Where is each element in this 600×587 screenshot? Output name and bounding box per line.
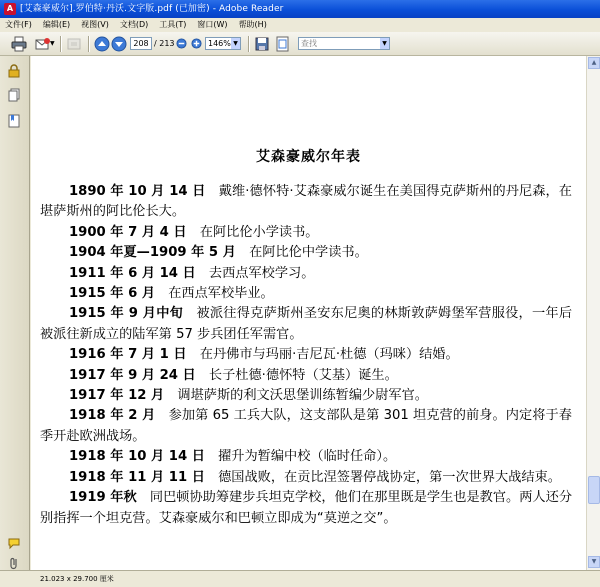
scroll-up-icon[interactable]: ▲ — [588, 57, 600, 69]
toolbar — [0, 32, 600, 56]
window-titlebar — [0, 0, 600, 18]
status-bar — [0, 570, 600, 587]
entry-date: 1918 年 2 月 — [69, 408, 156, 424]
entry-text: 去西点军校学习。 — [195, 265, 315, 281]
menu-bar — [0, 18, 600, 32]
prev-page-icon[interactable] — [94, 36, 110, 52]
entry-text: 长子杜德·德怀特（艾基）诞生。 — [195, 367, 398, 383]
entry-text: 在阿比伦中学读书。 — [235, 245, 368, 261]
entry-text: 同巴顿协助筹建步兵坦克学校，他们在那里既是学生也是教官。两人还分别指挥一个坦克营。艾森豪威尔和巴顿立即成为“莫逆之交”。 — [40, 490, 573, 526]
menu-window[interactable]: 窗口(W) — [197, 20, 228, 29]
entry-date: 1911 年 6 月 14 日 — [69, 265, 196, 281]
save-icon[interactable] — [254, 36, 270, 52]
entry-date: 1904 年夏—1909 年 5 月 — [69, 245, 236, 261]
chevron-down-icon[interactable]: ▼ — [231, 38, 240, 49]
vertical-scrollbar[interactable] — [586, 56, 600, 570]
entry-text: 被派往得克萨斯州圣安东尼奥的林斯敦萨姆堡军营服役，一年后被派往新成立的陆军第 57 步兵团任军需官。 — [40, 306, 573, 342]
entry-date: 1917 年 9 月 24 日 — [69, 367, 196, 383]
zoom-value: 146% — [208, 39, 231, 48]
list-item — [40, 488, 572, 529]
navigation-panel — [0, 56, 30, 570]
toolbar-separator — [88, 36, 89, 52]
zoom-select[interactable] — [205, 37, 241, 50]
menu-edit[interactable]: 编辑(E) — [42, 20, 71, 29]
printer-icon[interactable] — [11, 36, 27, 52]
list-item — [40, 447, 572, 467]
entry-text: 戴维·德怀特·艾森豪威尔诞生在美国得克萨斯州的丹尼森，在堪萨斯州的阿比伦长大。 — [40, 184, 572, 220]
toolbar-separator — [248, 36, 249, 52]
list-item — [40, 264, 572, 284]
bookmarks-icon[interactable] — [8, 114, 20, 128]
entry-date: 1918 年 11 月 11 日 — [69, 469, 205, 485]
window-title: [艾森豪威尔].罗伯特·丹沃.文字版.pdf (已加密) - Adobe Reader — [20, 4, 284, 14]
chevron-down-icon[interactable]: ▼ — [380, 38, 389, 49]
lock-icon[interactable] — [8, 64, 20, 78]
entry-date: 1915 年 9 月中旬 — [69, 306, 184, 322]
list-item — [40, 223, 572, 243]
list-item — [40, 366, 572, 386]
entry-date: 1916 年 7 月 1 日 — [69, 347, 187, 363]
email-icon[interactable] — [35, 36, 51, 52]
page-total: / 213 — [154, 39, 175, 48]
scroll-down-icon[interactable]: ▼ — [588, 556, 600, 568]
list-item — [40, 243, 572, 263]
document-view[interactable] — [31, 56, 586, 570]
entry-text: 德国战败，在贡比涅签署停战协定，第一次世界大战结束。 — [204, 469, 561, 485]
page-size-readout: 21.023 x 29.700 厘米 — [40, 575, 114, 583]
list-item — [40, 284, 572, 304]
menu-view[interactable]: 视图(V) — [81, 20, 109, 29]
page-number-input[interactable]: 208 — [130, 37, 152, 50]
entry-date: 1890 年 10 月 14 日 — [69, 184, 206, 199]
menu-document[interactable]: 文档(D) — [119, 20, 149, 29]
entry-date: 1900 年 7 月 4 日 — [69, 224, 187, 240]
entry-text: 在阿比伦小学读书。 — [186, 224, 319, 240]
list-item — [40, 386, 572, 406]
list-item — [40, 182, 572, 223]
page-title: 艾森豪威尔年表 — [256, 149, 361, 165]
pages-icon[interactable] — [8, 88, 20, 102]
menu-tools[interactable]: 工具(T) — [159, 20, 187, 29]
menu-help[interactable]: 帮助(H) — [238, 20, 267, 29]
entry-date: 1919 年秋 — [69, 490, 137, 506]
adobe-reader-icon: A — [4, 3, 16, 15]
next-page-icon[interactable] — [111, 36, 127, 52]
zoom-out-icon[interactable] — [176, 38, 187, 49]
fit-page-icon[interactable] — [275, 36, 291, 52]
comment-icon[interactable] — [8, 536, 20, 550]
entry-text: 擢升为暂编中校（临时任命）。 — [204, 449, 397, 465]
entry-text: 调堪萨斯的利文沃思堡训练暂编少尉军官。 — [164, 388, 428, 404]
email-dropdown-icon[interactable]: ▼ — [50, 40, 55, 47]
entry-text: 在西点军校毕业。 — [155, 286, 274, 302]
chronology-list — [40, 182, 572, 529]
search-input[interactable] — [298, 37, 390, 50]
attachment-icon[interactable] — [8, 556, 20, 570]
zoom-in-icon[interactable] — [191, 38, 202, 49]
entry-date: 1918 年 10 月 14 日 — [69, 449, 205, 465]
entry-text: 在丹佛市与玛丽·吉尼瓦·杜德（玛咪）结婚。 — [186, 347, 459, 363]
entry-date: 1917 年 12 月 — [69, 388, 165, 404]
entry-date: 1915 年 6 月 — [69, 286, 156, 302]
list-item — [40, 304, 572, 345]
list-item — [40, 468, 572, 488]
list-item — [40, 406, 572, 447]
menu-file[interactable]: 文件(F) — [5, 20, 32, 29]
hand-icon[interactable] — [66, 36, 82, 52]
scroll-thumb[interactable] — [588, 476, 600, 504]
entry-text: 参加第 65 工兵大队，这支部队是第 301 坦克营的前身。内定将于春季开赴欧洲战场。 — [40, 408, 572, 444]
list-item — [40, 345, 572, 365]
search-placeholder: 查找 — [301, 39, 317, 48]
toolbar-separator — [60, 36, 61, 52]
